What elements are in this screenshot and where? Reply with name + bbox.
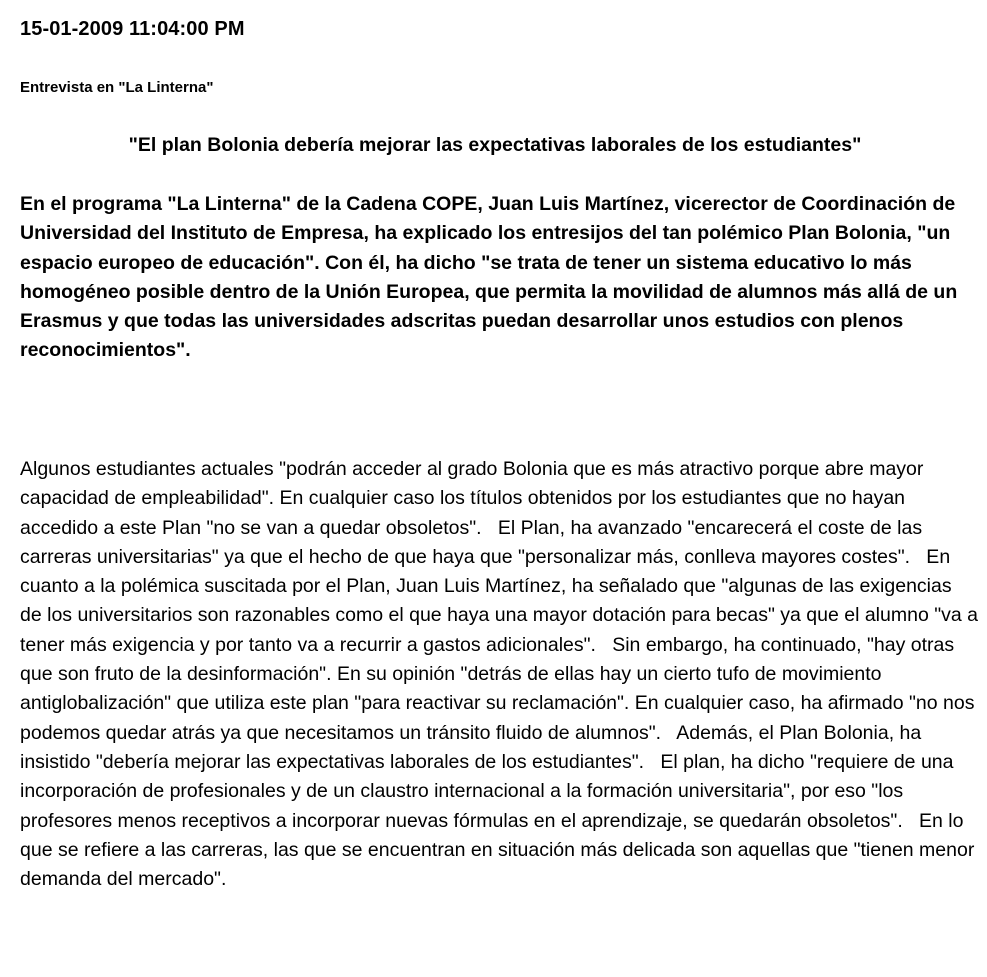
article-datetime: 15-01-2009 11:04:00 PM [20, 18, 245, 40]
article-lead-paragraph: En el programa "La Linterna" de la Cadena COPE, Juan Luis Martínez, vicerector de Coordinación de Universidad del Instituto de Empresa, ha explicado los entresijos del tan polémico Plan Bolonia, "un espacio europeo de educación". Con él, ha dicho "se trata de tener un sistema educativo lo más homogéneo posible dentro de la Unión Europea, que permita la movilidad de alumnos más allá de un Erasmus y que todas las universidades adscritas puedan desarrollar unos estudios con plenos reconocimientos". [20, 193, 958, 362]
article-headline: "El plan Bolonia debería mejorar las expectativas laborales de los estudiantes" [128, 134, 862, 156]
article-section-label: Entrevista en "La Linterna" [20, 79, 214, 96]
article-body-paragraph: Algunos estudiantes actuales "podrán acceder al grado Bolonia que es más atractivo porque abre mayor capacidad de empleabilidad". En cualquier caso los títulos obtenidos por los estudiantes que no hayan accedido a este Plan "no se van a quedar obsoletos". El Plan, ha avanzado "encarecerá el coste de las carreras universitarias" ya que el hecho de que haya que "personalizar más, conlleva mayores costes". En cuanto a la polémica suscitada por el Plan, Juan Luis Martínez, ha señalado que "algunas de las exigencias de los universitarios son razonables como el que haya una mayor dotación para becas" ya que el alumno "va a tener más exigencia y por tanto va a recurrir a gastos adicionales". Sin embargo, ha continuado, "hay otras que son fruto de la desinformación". En su opinión "detrás de ellas hay un cierto tufo de movimiento antiglobalización" que utiliza este plan "para reactivar su reclamación". En cualquier caso, ha afirmado "no nos podemos quedar atrás ya que necesitamos un tránsito fluido de alumnos". Además, el Plan Bolonia, ha insistido "debería mejorar las expectativas laborales de los estudiantes". El plan, ha dicho "requiere de una incorporación de profesionales y de un claustro internacional a la formación universitaria", por eso "los profesores menos receptivos a incorporar nuevas fórmulas en el aprendizaje, se quedarán obsoletos". En lo que se refiere a las carreras, las que se encuentran en situación más delicada son aquellas que "tienen menor demanda del mercado". [20, 458, 984, 891]
